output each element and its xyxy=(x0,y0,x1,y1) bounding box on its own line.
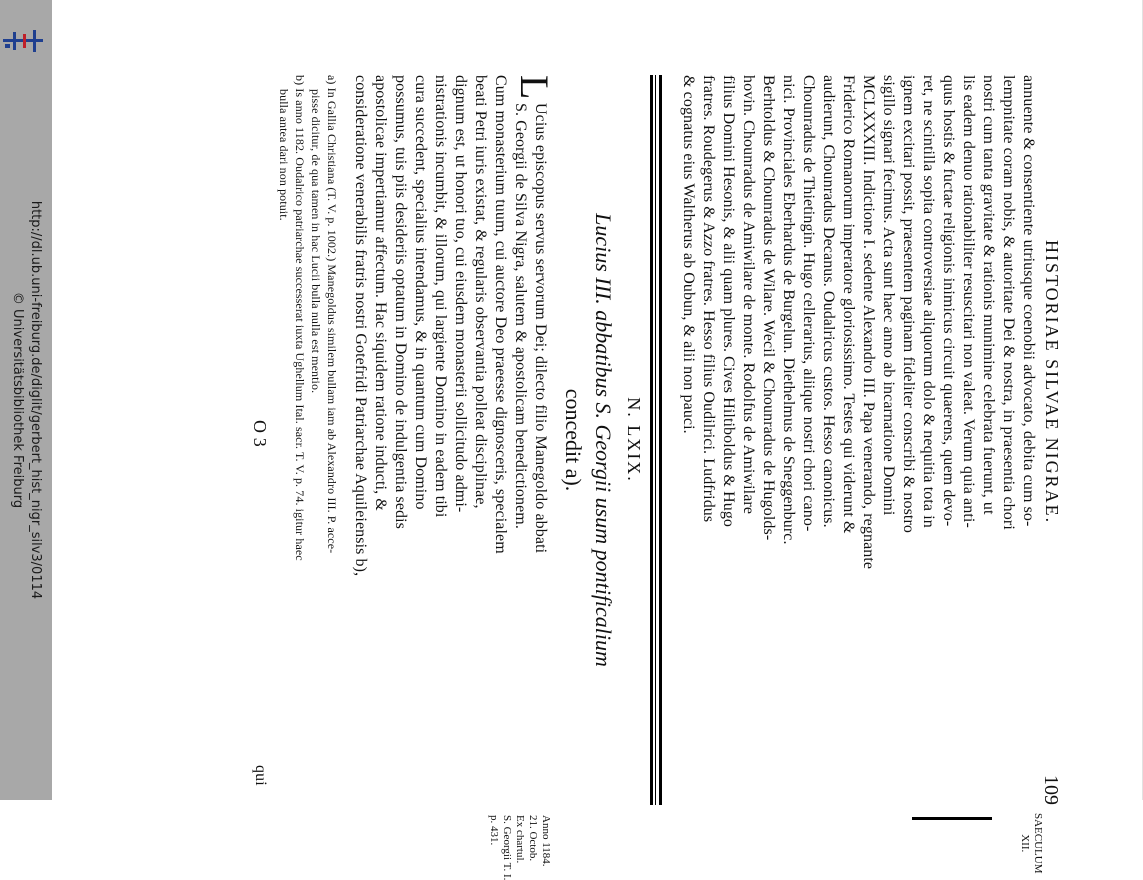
signature-mark: O 3 xyxy=(250,420,270,447)
margin-line: Anno 1184. xyxy=(540,815,552,867)
footnote-line: b) Is anno 1182. Oudalrico patriarchae successerat iuxta Ughellum Ital. sacr. T. V. p. 74. igitur haec xyxy=(293,75,307,561)
margin-rule xyxy=(912,817,992,820)
body-line: quus hostis & fuctae religionis inimicus circuit quaerens, quem devo- xyxy=(940,75,957,527)
footnote-line: pisse dicitur, de qua tamen in hac Lucii bulla nulla est mentio. xyxy=(309,89,323,394)
body-line: lempnitate coram nobis, & autoritate Dei & nostra, in praesentia chori xyxy=(1000,75,1017,530)
body-line: nici. Provinciales Eberhardus de Burgelun. Diethelmus de Sneggenburc. xyxy=(780,75,797,545)
document-title: Lucius III. abbatibus S. Georgii usum pontificalium xyxy=(591,213,616,667)
margin-line: 21. Octob. xyxy=(527,815,539,862)
letter-line: Cum monasterium tuum, cui auctore Deo praeesse dignosceris, specialem xyxy=(492,75,509,554)
letter-line: apostolicae impertiamur affectum. Hac siquidem ratione inducti, & xyxy=(372,75,389,511)
section-divider xyxy=(650,75,653,805)
footnote-line: bulla antea dari non potuit. xyxy=(277,89,291,221)
copyright-text: © Universitätsbibliothek Freiburg xyxy=(10,291,25,509)
body-line: Friderico Romanorum imperatore gloriosissimo. Testes qui viderunt & xyxy=(840,75,857,534)
section-divider xyxy=(659,75,662,805)
margin-line: Ex chartul. xyxy=(514,815,526,864)
rotated-page-content xyxy=(192,75,1062,880)
letter-line: consideratione venerabilis fratris nostri Gotefridi Patriarchae Aquileiensis b), xyxy=(352,75,369,577)
running-header: HISTORIAE SILVAE NIGRAE. xyxy=(1042,240,1062,525)
body-line: nostri cum tanta gravitate & rationis munimine celebrata fuerunt, ut xyxy=(980,75,997,515)
document-url-link[interactable]: http://dl.ub.uni-freiburg.de/diglit/gerbert_hist_nigr_silv3/0114 xyxy=(28,200,43,600)
letter-line: possumus, tuis piis desideriis optatum in Domino de indulgentia sedis xyxy=(392,75,409,529)
body-line: & cognatus eius Waltherus ab Oubun, & alii non pauci. xyxy=(680,75,697,434)
body-line: sigillo signari fecimus. Acta sunt haec anno ab incarnatione Domini xyxy=(880,75,897,516)
body-line: audierunt, Chounradus Decanus. Oudalricus custos. Hesso canonicus. xyxy=(820,75,837,528)
footnote-line: a) In Gallia Christiana (T. V. p. 1002.) Manegoldus similem bullam iam ab Alexandro III. P. acce- xyxy=(325,75,339,554)
page-number: 109 xyxy=(1040,775,1062,805)
body-line: MCLXXXIII. Indictione I. sedente Alexandro III. Papa venerando, regnante xyxy=(860,75,877,570)
body-line: ignem excitari possit, praesentem paginam fideliter conscribi & nostro xyxy=(900,75,917,533)
document-title-cont: concedit a). xyxy=(561,388,586,492)
letter-line: nistrationis incumbit, & illorum, qui largiente Domino in eadem tibi xyxy=(432,75,449,518)
body-line: fratres. Roudegerus & Azzo fratres. Hesso filius Oudilrici. Ludfridus xyxy=(700,75,717,523)
body-line: lis eadem denuo rationabiliter resuscitari non valeat. Verum quia anti- xyxy=(960,75,977,528)
margin-line: SAECULUM xyxy=(1032,813,1044,874)
body-line: Chounradus de Thietingin. Hugo cellerarius, aliique nostri chori cano- xyxy=(800,75,817,532)
margin-note-saeculum xyxy=(1018,813,1044,874)
university-logo-icon xyxy=(3,30,43,52)
body-line: annuente & consentiente utriusque coenobii advocato, debita cum so- xyxy=(1020,75,1037,527)
letter-line: S. Georgii de Silva Nigra, salutem & apostolicam benedictionem. xyxy=(512,103,529,529)
letter-line: dignum est, ut honori tuo, cui eiusdem monasterii sollicitudo admi- xyxy=(452,75,469,513)
margin-line: p. 431. xyxy=(488,815,500,846)
letter-line: beati Petri iuris existat, & regularis observantia polleat disciplinae, xyxy=(472,75,489,509)
margin-line: XII. xyxy=(1019,834,1031,853)
margin-note-date xyxy=(487,815,552,880)
document-number: N. LXIX. xyxy=(624,397,644,483)
body-line: filius Domini Hesonis, & alii quam plures. Cives Hiltiboldus & Hugo xyxy=(720,75,737,528)
body-line: hovin. Chounradus de Amiwilare de monte. Rodolfus de Amiwilare xyxy=(740,75,757,515)
section-divider xyxy=(655,75,656,805)
viewer-sidebar xyxy=(0,0,52,800)
letter-line: cura succedent, specialius intendamus, & in quantum cum Domino xyxy=(412,75,429,510)
drop-cap: L xyxy=(512,75,557,100)
margin-line: S. Georgii T. I. xyxy=(501,815,513,880)
body-line: ret, ne scintilla sopita controversiae aliquorum dolo & nequitia tota in xyxy=(920,75,937,528)
letter-line: Ucius episcopus servus servorum Dei; dilecto filio Manegoldo abbati xyxy=(532,103,549,554)
body-line: Berhtoldus & Chounradus de Wilare. Wecil & Chounradus de Hugolds- xyxy=(760,75,777,541)
catchword: qui xyxy=(252,765,269,786)
scanned-page xyxy=(52,0,1143,880)
